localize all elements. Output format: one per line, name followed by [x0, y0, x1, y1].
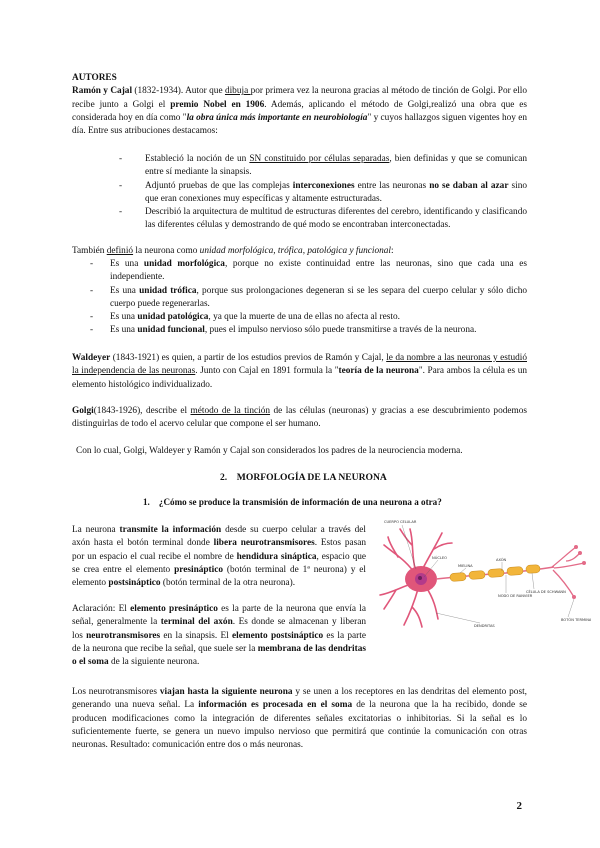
- label-nodo-ranvier: NODO DE RANVIER: [498, 594, 533, 598]
- list-item: [119, 180, 527, 207]
- section-title: MORFOLOGÍA DE LA NEURONA: [236, 472, 387, 483]
- text: (botón terminal de 1ª neurona) y el elemento: [72, 564, 366, 589]
- nucleolus: [418, 576, 422, 580]
- text: (1843-1921) es quien, a partir de los estudios previos de Ramón y Cajal,: [110, 353, 387, 363]
- list-item: [90, 324, 527, 337]
- waldeyer-paragraph: [72, 352, 527, 392]
- final-paragraph: [72, 686, 527, 752]
- question-number: 1.: [143, 497, 150, 507]
- definio-list: [90, 258, 527, 338]
- dash-marker: -: [90, 312, 94, 323]
- text: , pues el impulso nervioso sólo puede transmitirse a través de la neurona.: [204, 325, 477, 336]
- text: :: [391, 246, 394, 256]
- text: es la parte de la neurona que envía la señal, generalmente la: [72, 604, 366, 628]
- text-italic: unidad morfológica, trófica, patológica y funcional: [199, 246, 392, 256]
- text: La neurona: [72, 525, 120, 535]
- dash-marker: -: [90, 259, 94, 269]
- cajal-name: Ramón y Cajal: [72, 86, 133, 97]
- autores-section: [72, 72, 527, 138]
- text: desde su cuerpo celular a través del axón hasta el botón terminal donde: [72, 525, 366, 549]
- text-bold: elemento presináptico: [130, 604, 218, 614]
- list-item: [119, 153, 528, 180]
- list-item: [90, 258, 527, 285]
- text-bold: terminal del axón: [160, 617, 233, 628]
- text-bold: elemento postsináptico: [232, 630, 324, 641]
- text-bold: transmite la información: [119, 525, 222, 535]
- text: Es una: [110, 285, 140, 296]
- golgi-name: Golgi: [72, 406, 94, 416]
- list-item: [90, 285, 527, 312]
- text: sino que eran conexiones muy específicas y altamente estructuradas.: [145, 180, 527, 204]
- text: (1843-1926), describe el: [93, 406, 191, 416]
- section-number: 2.: [220, 472, 228, 483]
- autores-heading: AUTORES: [72, 73, 117, 83]
- cajal-paragraph: [72, 85, 527, 138]
- text-bold: unidad patológica: [137, 312, 209, 323]
- list-item: [119, 206, 527, 233]
- neuron-diagram: [376, 515, 591, 637]
- text-underlined: SN constituido por células separadas: [249, 154, 390, 164]
- text-bold: libera neurotransmisores: [213, 538, 315, 549]
- label-boton-terminal: BOTÓN TERMINAL: [561, 618, 591, 622]
- text: . Junto con Cajal en 1891 formula la ": [195, 366, 339, 377]
- text: Estableció la noción de un: [145, 154, 250, 164]
- text: Los neurotransmisores: [72, 687, 160, 697]
- text: . Estos pasan por un espacio el cual recibe el nombre de: [72, 538, 367, 562]
- dash-marker: -: [90, 325, 94, 336]
- terminal-buttons: [572, 545, 586, 599]
- text: Adjuntó pruebas de que las complejas: [145, 180, 293, 191]
- text: . Es donde se almacenan y liberan los: [72, 617, 366, 641]
- page-number: 2: [516, 800, 522, 812]
- text: Aclaración: El: [72, 604, 131, 614]
- list-item: [90, 311, 527, 324]
- text-bold-italic: la obra única más importante en neurobiología: [186, 112, 368, 123]
- neuron-illustration: [376, 515, 591, 637]
- text-bold: neurotransmisores: [86, 630, 161, 641]
- text: en la sinapsis. El: [160, 630, 233, 641]
- section-heading: [220, 472, 387, 483]
- text: , porque no existe continuidad entre las neuronas, sino que cada una es independiente.: [110, 259, 527, 283]
- text-bold: información es procesada en el soma: [198, 700, 353, 711]
- text-bold: teoría de la neurona: [338, 366, 419, 377]
- text: entre las neuronas: [354, 180, 430, 191]
- text: es la parte de la neurona que recibe la señal, que suele ser la: [72, 630, 366, 654]
- dash-marker: -: [119, 180, 123, 191]
- text-bold: membrana de las dendritas o el soma: [72, 643, 366, 668]
- text: ". Para ambos la célula es un elemento histológico individualizado.: [72, 366, 527, 390]
- question-text: ¿Cómo se produce la transmisión de información de una neurona a otra?: [158, 497, 442, 507]
- text: Describió la arquitectura de multitud de estructuras diferentes del cerebro, identificando y clasificando las diferentes células y demostrando de qué modo se encontraban interconectadas.: [145, 207, 527, 231]
- label-nucleo: NÚCLEO: [432, 556, 447, 560]
- text: (botón terminal de la otra neurona).: [160, 578, 296, 589]
- aclaracion-paragraph: [72, 603, 366, 669]
- text: y se unen a los receptores en las dendritas del elemento post, generando una nueva señal. La: [72, 687, 527, 711]
- dash-marker: -: [119, 154, 123, 164]
- label-axon: AXÓN: [496, 558, 507, 562]
- text: la neurona como: [133, 246, 200, 256]
- text-underlined: método de la tinción: [190, 406, 271, 416]
- transmision-paragraph: [72, 524, 366, 590]
- waldeyer-name: Waldeyer: [72, 353, 111, 363]
- text: por primera vez la neurona gracias al método de tinción de Golgi. Por ello recibe junto a Golgi el: [72, 86, 528, 110]
- question-heading: [143, 497, 442, 507]
- text: de las células (neuronas) y gracias a ese descubrimiento podemos distinguirlas de todo el acervo celular que compone el ser humano.: [72, 406, 527, 430]
- dash-marker: -: [90, 285, 94, 296]
- text: , bien definidas y que se comunican entre sí mediante la sinapsis.: [145, 154, 528, 178]
- text-bold: presináptico: [174, 564, 224, 575]
- text-underlined: le da nombre a las neuronas y estudió la independencia de las neuronas: [72, 353, 527, 377]
- text-bold: unidad trófica: [139, 285, 197, 296]
- text: Es una: [110, 259, 144, 269]
- text-bold: no se daban al azar: [429, 180, 509, 191]
- text-bold: interconexiones: [292, 180, 355, 191]
- text-bold: unidad morfológica: [143, 259, 225, 269]
- cajal-list: [119, 153, 528, 233]
- text: de la siguiente neurona.: [108, 657, 200, 668]
- text-underlined: definió: [106, 246, 134, 256]
- golgi-paragraph: [72, 405, 527, 432]
- conclusion-paragraph: Con lo cual, Golgi, Waldeyer y Ramón y Cajal son considerados los padres de la neurociencia moderna.: [76, 446, 463, 456]
- definio-paragraph: [72, 245, 527, 258]
- text: . Además, aplicando el método de Golgi,realizó una obra que es considerada hoy en día como ": [72, 99, 527, 123]
- text: Es una: [110, 312, 138, 323]
- text: , espacio que se crea entre el elemento: [72, 551, 366, 575]
- text-bold: unidad funcional: [137, 325, 205, 336]
- text: " y cuyos hallazgos siguen vigentes hoy en día. Entre sus atribuciones destacamos:: [72, 112, 527, 137]
- text: También: [72, 246, 107, 256]
- label-cuerpo-celular: CUERPO CELULAR: [384, 520, 417, 524]
- text-bold: premio Nobel en 1906: [170, 99, 265, 110]
- text: , ya que la muerte de una de ellas no afecta al resto.: [208, 312, 400, 323]
- text-bold: postsináptico: [108, 578, 161, 589]
- label-dendritas: DENDRITAS: [474, 624, 495, 628]
- text: de la neurona que la ha recibido, donde se producen modificaciones como la integración de diferentes señales excitatorias o inhibitorias. Si la señal es lo suficientemente fuerte, se genera un nuevo impulso nervioso que permitirá que continúe la comunicación con otras neuronas. Resultado: comunicación entre dos o más neuronas.: [72, 700, 527, 751]
- text-bold: viajan hasta la siguiente neurona: [159, 687, 293, 697]
- text: Es una: [110, 325, 138, 336]
- label-mielina: MIELINA: [458, 564, 473, 568]
- text: , porque sus prolongaciones degeneran si se les separa del cuerpo celular y sólo dicho cuerpo puede regenerarlas.: [110, 285, 527, 309]
- text: (1832-1934). Autor que: [132, 86, 225, 97]
- label-celula-schwann: CÉLULA DE SCHWANN: [526, 590, 566, 594]
- text-underlined: dibuja: [224, 86, 251, 97]
- dash-marker: -: [119, 207, 123, 218]
- text-bold: hendidura sináptica: [236, 551, 317, 562]
